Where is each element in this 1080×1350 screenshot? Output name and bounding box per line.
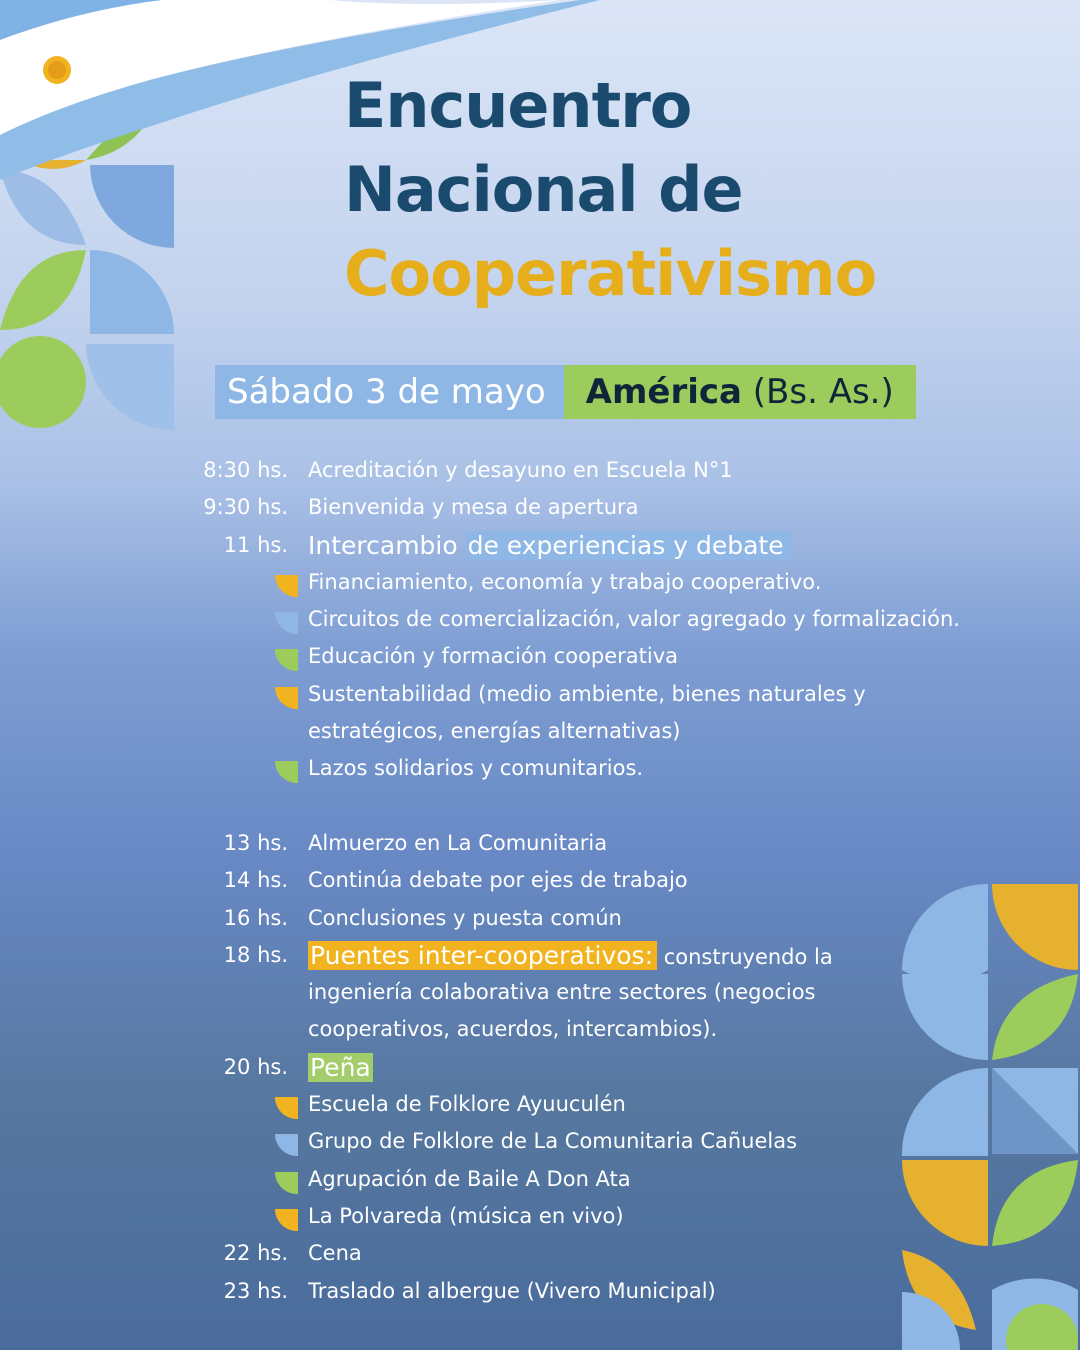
schedule-item [308,1049,373,1086]
green-leaf-bullet-icon [275,1169,298,1191]
schedule-time: 11 hs. [223,532,288,557]
schedule-item: Conclusiones y puesta común [308,905,622,930]
blue-leaf-bullet-icon [275,1131,298,1153]
schedule-row [0,527,1080,564]
subitem-text: Escuela de Folklore Ayuuculén [308,1092,626,1117]
subitem-text: Sustentabilidad (medio ambiente, bienes naturales y [308,681,866,706]
subitem-text: Circuitos de comercialización, valor agregado y formalización. [308,607,960,632]
schedule-row [0,1049,1080,1086]
date-location-bar [215,365,916,419]
schedule-row [0,1273,1080,1310]
green-leaf-bullet-icon [275,646,298,668]
schedule-subitem [0,1161,1080,1198]
schedule-time: 13 hs. [223,830,288,855]
schedule-item: Traslado al albergue (Vivero Municipal) [308,1278,716,1303]
schedule-item [308,937,833,976]
event-date: Sábado 3 de mayo [215,365,564,419]
schedule-item-text: ingeniería colaborativa entre sectores (negocios [308,980,816,1005]
event-location [564,365,916,419]
gold-leaf-bullet-icon [275,1206,298,1228]
schedule-subitem [0,1123,1080,1160]
schedule-time: 9:30 hs. [203,495,288,520]
schedule-time: 18 hs. [223,942,288,967]
schedule-item: Cena [308,1241,362,1266]
subitem-text: estratégicos, energías alternativas) [308,719,681,744]
schedule-subitem [0,601,1080,638]
schedule-item: Bienvenida y mesa de apertura [308,495,639,520]
location-region: (Bs. As.) [741,372,894,412]
event-title [344,64,876,316]
title-line-2: Nacional de [344,153,743,226]
subitem-text: Agrupación de Baile A Don Ata [308,1166,631,1191]
schedule-list [0,452,1080,1310]
highlight-blue: de experiencias y debate [466,531,792,560]
schedule-continuation [0,1011,1080,1048]
schedule-time: 8:30 hs. [203,458,288,482]
schedule-subitem [0,1198,1080,1235]
schedule-item [308,527,792,564]
schedule-row [0,489,1080,526]
highlight-green: Peña [310,1052,371,1082]
schedule-time: 23 hs. [223,1278,288,1303]
schedule-subitem [0,564,1080,601]
title-line-1: Encuentro [344,69,692,142]
schedule-item: Acreditación y desayuno en Escuela N°1 [308,458,733,482]
schedule-time: 14 hs. [223,868,288,893]
schedule-item-text: Intercambio [308,530,466,560]
gold-leaf-bullet-icon [275,572,298,594]
subitem-text: Educación y formación cooperativa [308,644,679,669]
subitem-text: Financiamiento, economía y trabajo cooperativo. [308,569,822,594]
schedule-row [0,900,1080,937]
schedule-item-text: cooperativos, acuerdos, intercambios). [308,1017,718,1042]
schedule-row [0,937,1080,974]
blue-leaf-bullet-icon [275,609,298,631]
schedule-time: 22 hs. [223,1241,288,1266]
gold-leaf-bullet-icon [275,684,298,706]
location-city: América [585,372,742,412]
title-line-3: Cooperativismo [344,237,877,310]
schedule-subitem [0,1086,1080,1123]
schedule-subitem [0,638,1080,675]
schedule-subitem [0,676,1080,713]
green-leaf-bullet-icon [275,758,298,780]
schedule-row [0,452,1080,489]
schedule-row [0,825,1080,862]
subitem-text: La Polvareda (música en vivo) [308,1203,624,1228]
schedule-time: 20 hs. [223,1054,288,1079]
schedule-continuation [0,713,1080,750]
schedule-subitem [0,750,1080,787]
subitem-text: Grupo de Folklore de La Comunitaria Cañuelas [308,1129,798,1154]
schedule-row [0,862,1080,899]
schedule-time: 16 hs. [223,905,288,930]
schedule-item-text: construyendo la [657,944,833,969]
schedule-item: Continúa debate por ejes de trabajo [308,868,688,893]
schedule-spacer [0,788,1080,825]
schedule-row [0,1235,1080,1272]
highlight-gold: Puentes inter-cooperativos: [308,941,657,970]
schedule-continuation [0,974,1080,1011]
subitem-text: Lazos solidarios y comunitarios. [308,756,644,781]
gold-leaf-bullet-icon [275,1094,298,1116]
schedule-item: Almuerzo en La Comunitaria [308,830,608,855]
